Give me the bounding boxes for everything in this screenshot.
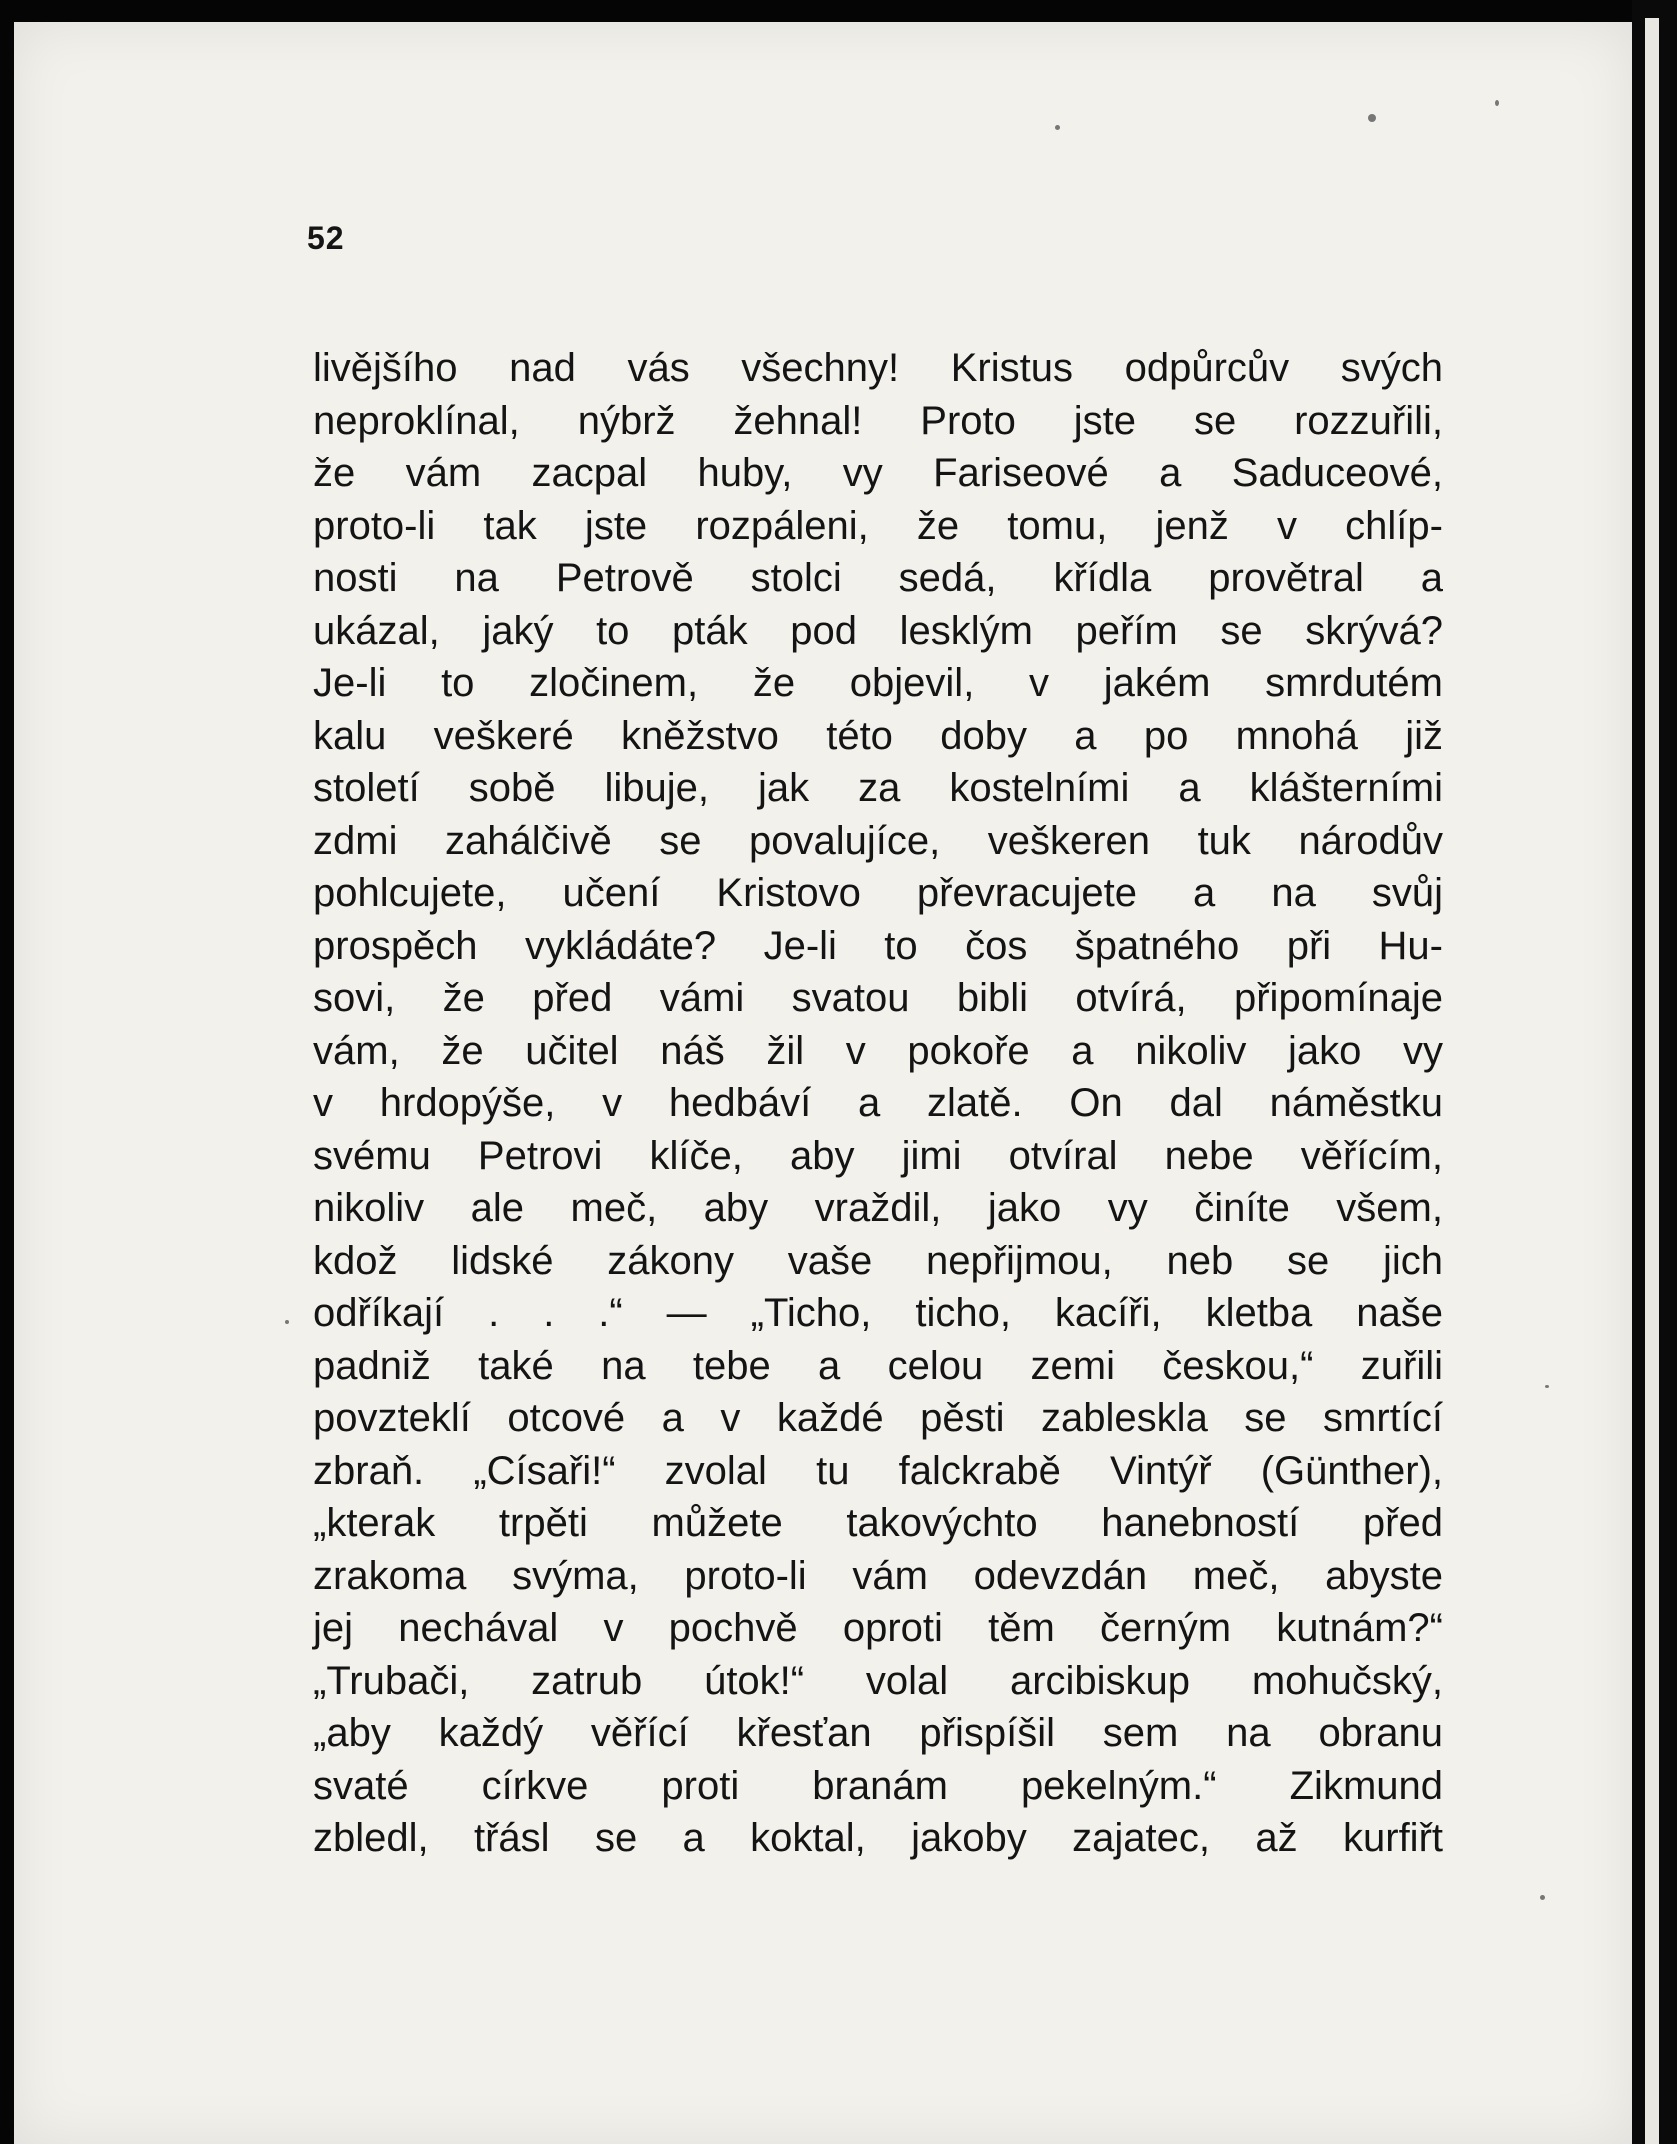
text-line: kdož lidské zákony vaše nepřijmou, neb se jich (313, 1238, 1443, 1283)
text-line: proto-li tak jste rozpáleni, že tomu, jenž v chlíp- (313, 503, 1443, 548)
next-page-edge (1645, 18, 1659, 2144)
text-line: v hrdopýše, v hedbáví a zlatě. On dal náměstku (313, 1081, 1443, 1125)
text-line: že vám zacpal huby, vy Fariseové a Saduceové, (313, 451, 1443, 495)
text-line: padniž také na tebe a celou zemi českou,“ zuřili (313, 1343, 1443, 1388)
text-line: jej nechával v pochvě oproti těm černým kutnám?“ (313, 1606, 1443, 1650)
text-line: svaté církve proti branám pekelným.“ Zikmund (313, 1763, 1443, 1808)
text-line: ukázal, jaký to pták pod lesklým peřím se skrývá? (313, 608, 1443, 653)
text-line: povzteklí otcové a v každé pěsti zableskla se smrtící (313, 1396, 1443, 1440)
text-line: nosti na Petrově stolci sedá, křídla provětral a (313, 556, 1443, 600)
text-line: století sobě libuje, jak za kostelními a klášterními (313, 766, 1443, 810)
scan-speck (1545, 1385, 1549, 1388)
text-line: zrakoma svýma, proto-li vám odevzdán meč, abyste (313, 1553, 1443, 1598)
text-line: vám, že učitel náš žil v pokoře a nikoliv jako vy (313, 1028, 1443, 1073)
text-line: sovi, že před vámi svatou bibli otvírá, připomínaje (313, 976, 1443, 1020)
text-line: neproklínal, nýbrž žehnal! Proto jste se rozzuřili, (313, 398, 1443, 443)
scan-speck (285, 1320, 289, 1324)
text-line: livějšího nad vás všechny! Kristus odpůrcův svých (313, 346, 1443, 390)
text-line: „aby každý věřící křesťan přispíšil sem na obranu (313, 1711, 1443, 1755)
text-line: zbraň. „Císaři!“ zvolal tu falckrabě Vintýř (Günther), (313, 1448, 1443, 1493)
scan-speck (1368, 114, 1376, 122)
text-line: kalu veškeré kněžstvo této doby a po mnohá již (313, 713, 1443, 758)
scan-speck (1540, 1895, 1545, 1900)
text-line: prospěch vykládáte? Je-li to čos špatného při Hu- (313, 923, 1443, 968)
text-line: zbledl, třásl se a koktal, jakoby zajatec, až kurfiřt (313, 1816, 1443, 1860)
page-number: 52 (307, 220, 345, 256)
text-line: pohlcujete, učení Kristovo převracujete a na svůj (313, 871, 1443, 915)
text-line: „Trubači, zatrub útok!“ volal arcibiskup mohučský, (313, 1658, 1443, 1703)
body-text (313, 342, 1443, 1865)
scan-speck (1055, 125, 1060, 130)
text-line: odříkají . . .“ — „Ticho, ticho, kacíři, kletba naše (313, 1291, 1443, 1335)
text-line: zdmi zahálčivě se povalujíce, veškeren tuk národův (313, 818, 1443, 863)
text-line: nikoliv ale meč, aby vraždil, jako vy činíte všem, (313, 1186, 1443, 1230)
text-line: Je-li to zločinem, že objevil, v jakém smrdutém (313, 661, 1443, 705)
scan-speck (1495, 100, 1499, 106)
text-line: svému Petrovi klíče, aby jimi otvíral nebe věřícím, (313, 1133, 1443, 1178)
text-line: „kterak trpěti můžete takovýchto hanebností před (313, 1501, 1443, 1545)
